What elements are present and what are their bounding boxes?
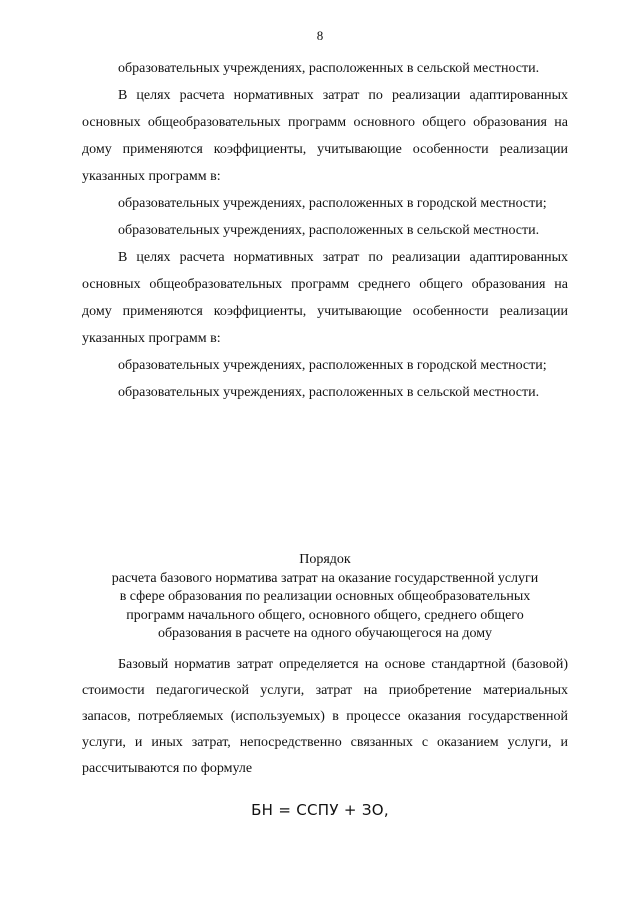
heading-line: образования в расчете на одного обучающегося на дому [157, 626, 493, 641]
heading-title: Порядок [299, 552, 351, 567]
paragraph: образовательных учреждениях, расположенных в городской местности; [118, 196, 547, 211]
paragraph: Базовый норматив затрат определяется на основе стандартной (базовой) стоимости педагогической услуги, затрат на приобретение материальных запасов, потребляемых (используемых) в процессе оказания государственной услуги, и иных затрат, непосредственно связанных с оказанием услуги, и рассчитываются по формуле [82, 657, 568, 776]
paragraph: образовательных учреждениях, расположенных в сельской местности. [118, 223, 540, 238]
paragraph: В целях расчета нормативных затрат по реализации адаптированных основных общеобразовательных программ среднего общего образования на дому применяются коэффициенты, учитывающие особенности реализации указанных программ в: [82, 250, 568, 346]
section-heading [60, 551, 590, 644]
heading-line: расчета базового норматива затрат на оказание государственной услуги [111, 570, 539, 586]
heading-line: в сфере образования по реализации основных общеобразовательных [119, 589, 531, 604]
heading-line: программ начального общего, основного общего, среднего общего [126, 607, 524, 623]
paragraph: образовательных учреждениях, расположенных в сельской местности. [118, 61, 540, 76]
page-number: 8 [316, 28, 324, 43]
body-section-2 [82, 652, 568, 782]
paragraph: образовательных учреждениях, расположенных в городской местности; [118, 358, 547, 373]
paragraph: образовательных учреждениях, расположенных в сельской местности. [118, 385, 540, 400]
formula: БН = ССПУ + ЗО, [251, 801, 389, 819]
body-section-1 [82, 55, 568, 406]
paragraph: В целях расчета нормативных затрат по реализации адаптированных основных общеобразовательных программ основного общего образования на дому применяются коэффициенты, учитывающие особенности реализации указанных программ в: [82, 88, 568, 184]
